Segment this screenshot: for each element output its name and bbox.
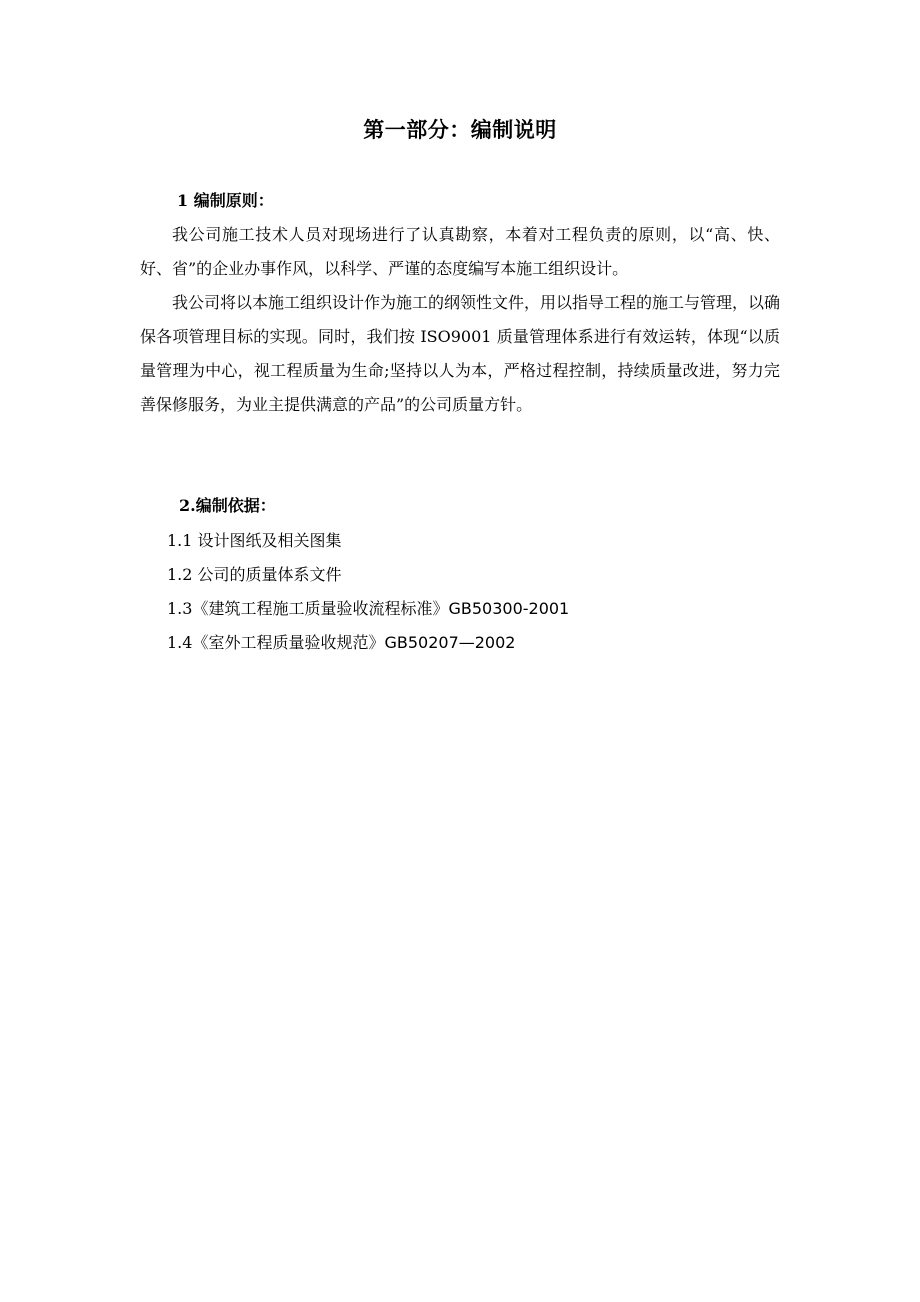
- section-heading-principles: 1 编制原则：: [177, 191, 274, 210]
- list-item: [167, 596, 569, 622]
- list-item-text: 《室外工程质量验收规范》: [192, 633, 385, 652]
- list-item-text: 《建筑工程施工质量验收流程标准》: [192, 599, 449, 618]
- section-heading-basis: 2.编制依据：: [179, 496, 276, 515]
- list-item: [167, 630, 515, 656]
- list-item: [167, 562, 342, 588]
- list-item-text: 设计图纸及相关图集: [197, 531, 342, 550]
- list-item-number: 1.1: [167, 531, 193, 550]
- list-item-text: 公司的质量体系文件: [197, 565, 342, 584]
- paragraph: 我公司将以本施工组织设计作为施工的纲领性文件，用以指导工程的施工与管理，以确保各项管理目标的实现。同时，我们按 ISO9001 质量管理体系进行有效运转，体现“以质量管理为中心，视工程质量为生命;坚持以人为本，严格过程控制，持续质量改进，努力完善保修服务，为业主提供满意的产品”的公司质量方针。: [140, 293, 781, 414]
- list-item-number: 1.4: [167, 633, 193, 652]
- list-item-code: GB50300-2001: [448, 599, 570, 618]
- list-item-code: GB50207—2002: [384, 633, 516, 652]
- list-item-number: 1.3: [167, 599, 193, 618]
- paragraph: 我公司施工技术人员对现场进行了认真勘察，本着对工程负责的原则，以“高、快、好、省”的企业办事作风，以科学、严谨的态度编写本施工组织设计。: [140, 225, 780, 278]
- list-item: [167, 528, 342, 554]
- page-title: 第一部分：编制说明: [363, 117, 557, 142]
- list-item-number: 1.2: [167, 565, 193, 584]
